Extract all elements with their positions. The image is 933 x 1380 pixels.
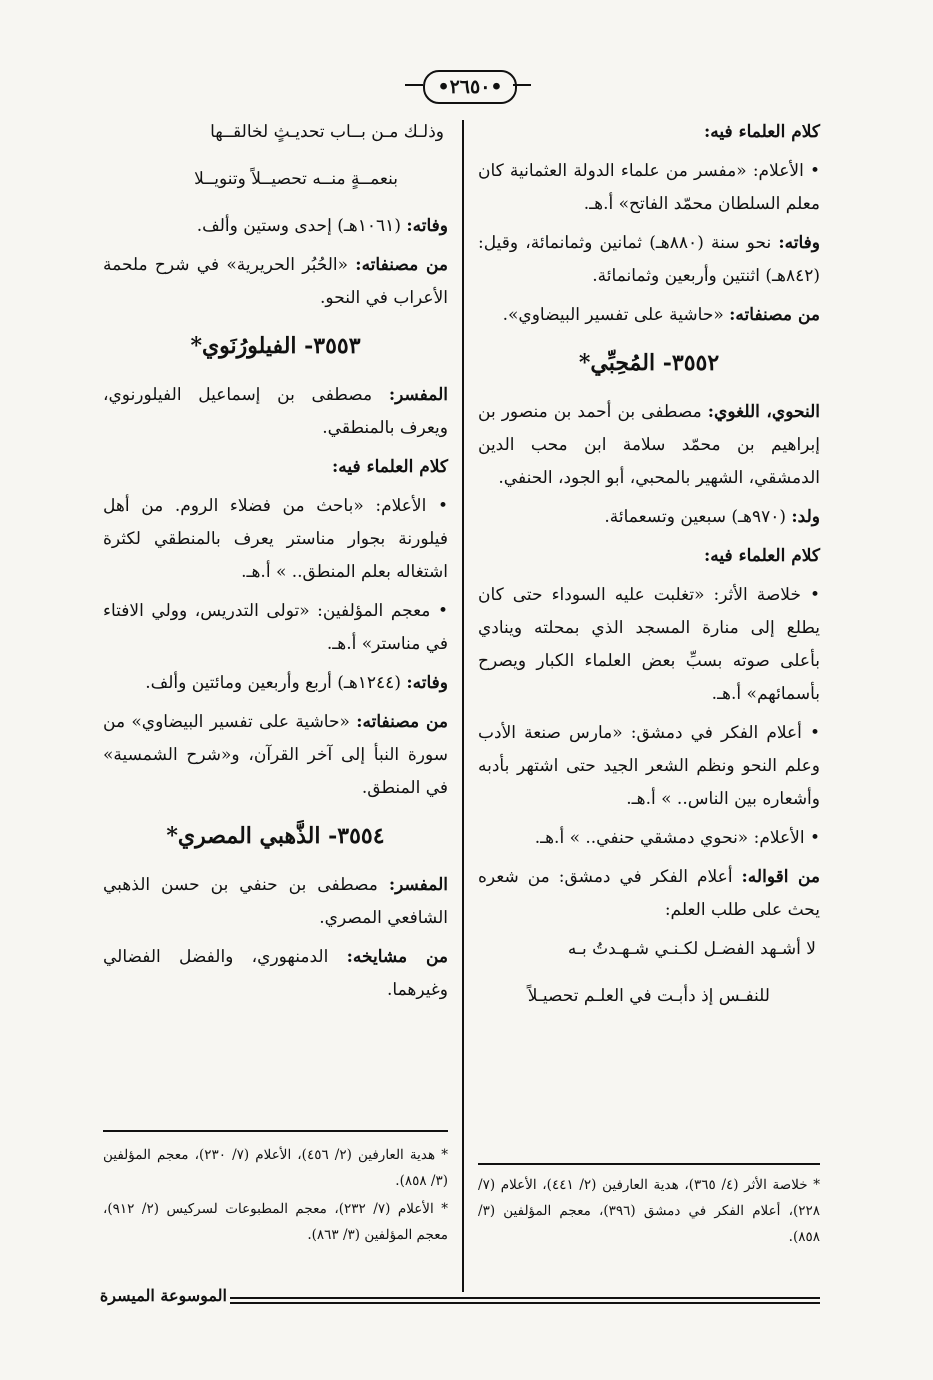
paragraph — [478, 501, 820, 534]
label: وفاته: — [778, 233, 820, 253]
entry-title-3553: ٣٥٥٣- الفيلورُنَوي* — [190, 333, 361, 359]
paragraph — [478, 861, 820, 927]
paragraph: • الأعلام: «مفسر من علماء الدولة العثمانية كان معلم السلطان محمّد الفاتح» أ.هـ. — [478, 161, 820, 214]
label: كلام العلماء فيه: — [332, 457, 448, 477]
text: «حاشية على تفسير البيضاوي» من سورة النبأ إلى آخر القرآن، و«شرح الشمسية» في المنطق. — [103, 712, 448, 798]
paragraph — [103, 941, 448, 1007]
footnote: * الأعلام (٧/ ٢٣٢)، معجم المطبوعات لسركيس (٢/ ٩١٢)، معجم المؤلفين (٣/ ٨٦٣). — [103, 1201, 448, 1243]
text: (١٠٦١هـ) إحدى وستين وألف. — [196, 216, 407, 236]
column-divider — [462, 120, 464, 1292]
paragraph: • خلاصة الأثر: «تغلبت عليه السوداء حتى كان يطلع إلى منارة المسجد الذي بمحلته وينادي بأعلى صوته بسبِّ بعض العلماء الكبار ويصرح بأسمائهم» أ.هـ. — [478, 585, 820, 704]
paragraph — [478, 396, 820, 495]
text: مصطفى بن أحمد بن منصور بن إبراهيم بن محمّد سلامة ابن محب الدين الدمشقي، الشهير بالمحبي، أبو الجود، الحنفي. — [478, 402, 820, 488]
text: نحو سنة (٨٨٠هـ) ثمانين وثمانمائة، وقيل: (٨٤٢هـ) اثنتين وأربعين وثمانمائة. — [478, 233, 820, 286]
page-number: •٢٦٥٠• — [423, 70, 517, 104]
label: من مصنفاته: — [729, 305, 820, 325]
verse-line: بنعمــةٍ منــه تحصيــلاً وتنويــلا — [194, 169, 398, 189]
paragraph: • الأعلام: «باحث من فضلاء الروم. من أهل فيلورنة بجوار مناستر يعرف بالمنطقي لكثرة اشتغاله بعلم المنطق.. » أ.هـ. — [103, 496, 448, 582]
paragraph: • أعلام الفكر في دمشق: «مارس صنعة الأدب وعلم النحو ونظم الشعر الجيد حتى اشتهر بأدبه وأشعاره بين الناس.. » أ.هـ. — [478, 723, 820, 809]
label: من مصنفاته: — [355, 255, 449, 275]
label: كلام العلماء فيه: — [704, 546, 820, 566]
footer-title: الموسوعة الميسرة — [99, 1286, 227, 1305]
paragraph — [103, 869, 448, 935]
footer-rule — [230, 1297, 820, 1299]
entry-title-3552: ٣٥٥٢- المُحِبِّي* — [578, 350, 720, 376]
text: أعلام الفكر في دمشق: من شعره يحث على طلب العلم: — [478, 867, 820, 920]
text: مصطفى بن حنفي بن حسن الذهبي الشافعي المصري. — [103, 875, 448, 928]
paragraph — [478, 227, 820, 293]
text: (١٢٤٤هـ) أربع وأربعين ومائتين وألف. — [145, 673, 407, 693]
label: من مصنفاته: — [356, 712, 449, 732]
verse-line: وذلـك مـن بــاب تحديـثٍ لخالقــها — [210, 122, 444, 142]
paragraph: • معجم المؤلفين: «تولى التدريس، وولي الافتاء في مناستر» أ.هـ. — [103, 601, 448, 654]
label: ولد: — [791, 507, 820, 527]
footer-rule — [230, 1302, 820, 1304]
label: النحوي، اللغوي: — [707, 402, 820, 422]
footnote-rule-left — [103, 1130, 448, 1132]
footnote: * هدية العارفين (٢/ ٤٥٦)، الأعلام (٧/ ٢٣٠)، معجم المؤلفين (٣/ ٨٥٨). — [103, 1147, 448, 1189]
label: من اقواله: — [741, 867, 820, 887]
left-column — [103, 116, 448, 1013]
label: وفاته: — [406, 673, 448, 693]
text: الدمنهوري، والفضل الفضالي وغيرهما. — [103, 947, 448, 1000]
label: وفاته: — [406, 216, 448, 236]
text: (٩٧٠هـ) سبعين وتسعمائة. — [604, 507, 792, 527]
paragraph — [478, 116, 820, 149]
right-column — [478, 116, 820, 1027]
label: كلام العلماء فيه: — [704, 122, 820, 142]
verse-line: للنفـس إذ دأبـت في العلـم تحصيـلاً — [527, 986, 770, 1006]
label: من مشايخه: — [346, 947, 448, 967]
footnotes-right — [478, 1172, 820, 1252]
paragraph — [478, 299, 820, 332]
text: «حاشية على تفسير البيضاوي». — [502, 305, 730, 325]
paragraph — [478, 540, 820, 573]
paragraph — [103, 379, 448, 445]
paragraph — [103, 249, 448, 315]
paragraph — [103, 706, 448, 805]
header-ornament-right — [513, 84, 531, 86]
header-ornament-left — [405, 84, 423, 86]
paragraph — [103, 210, 448, 243]
paragraph — [103, 451, 448, 484]
paragraph — [103, 667, 448, 700]
text: «الحُبُر الحريرية» في شرح ملحمة الأعراب في النحو. — [103, 255, 448, 308]
text: مصطفى بن إسماعيل الفيلورنوي، ويعرف بالمنطقي. — [103, 385, 448, 438]
footnote: * خلاصة الأثر (٤/ ٣٦٥)، هدية العارفين (٢/ ٤٤١)، الأعلام (٧/ ٢٢٨)، أعلام الفكر في دمشق (٣٩٦)، معجم المؤلفين (٣/ ٨٥٨). — [478, 1177, 820, 1245]
entry-title-3554: ٣٥٥٤- الذَّهبي المصري* — [166, 823, 385, 849]
label: المفسر: — [388, 875, 448, 895]
footnotes-left — [103, 1142, 448, 1250]
label: المفسر: — [388, 385, 448, 405]
paragraph: • الأعلام: «نحوي دمشقي حنفي.. » أ.هـ. — [534, 828, 820, 848]
verse-line: لا أشـهد الفضـل لكـنـي شـهـدتُ بـه — [567, 939, 816, 959]
footnote-rule-right — [478, 1163, 820, 1165]
